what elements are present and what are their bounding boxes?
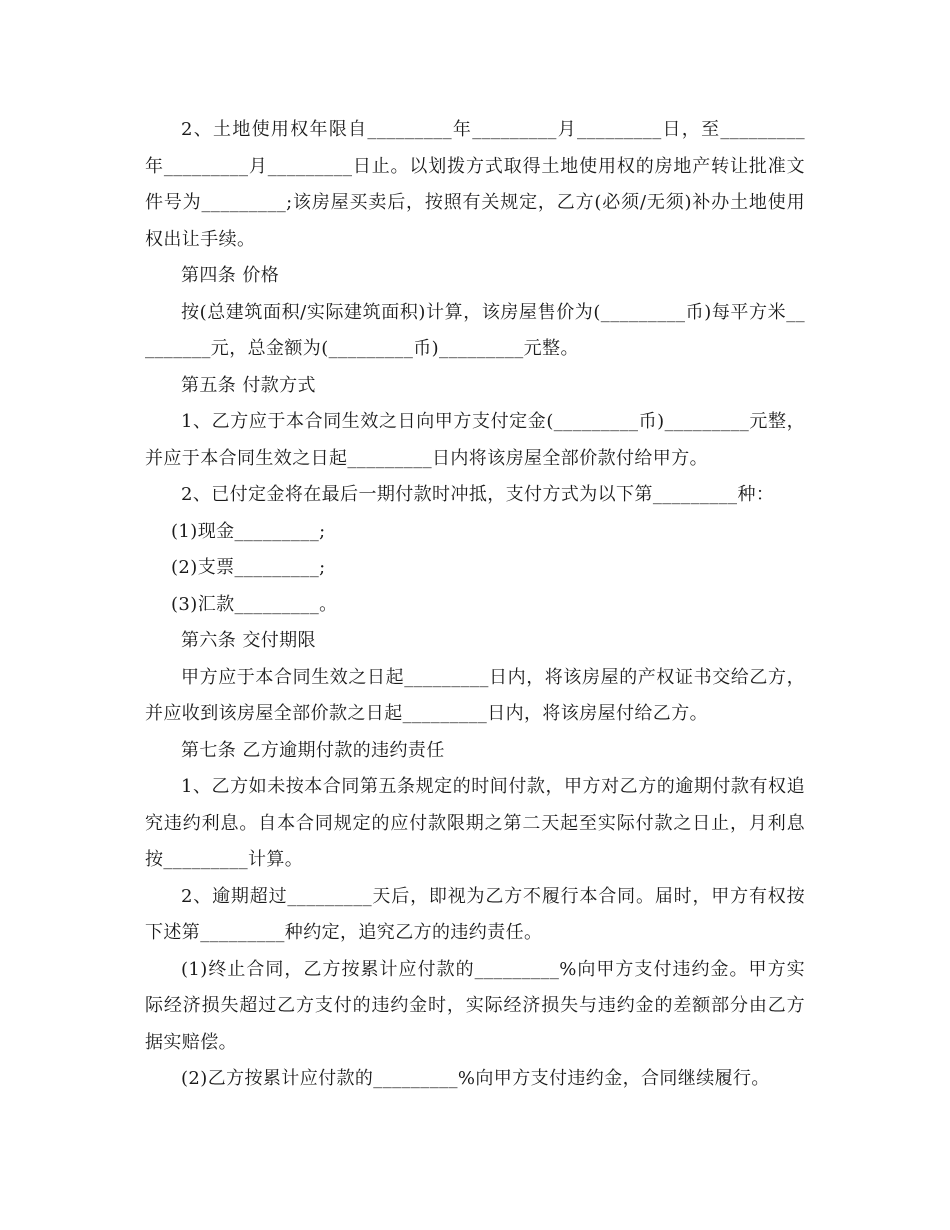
paragraph-land-use-term: 2、土地使用权年限自_________年_________月_________日，至_________年_________月_________日止。以划拨方式取得土地使用权的房地产转让批准文件号为_________;该房屋买卖后，按照有关规定，乙方(必须/无须)补办土地使用权出让手续。 [145, 119, 805, 250]
payment-option-check: (2)支票_________; [171, 557, 326, 578]
paragraph-late-interest: 1、乙方如未按本合同第五条规定的时间付款，甲方对乙方的逾期付款有权追究违约利息。自本合同规定的应付款限期之第二天起至实际付款之日止，月利息按_________计算。 [145, 776, 805, 870]
document-body [145, 112, 805, 1098]
paragraph-overdue: 2、逾期超过_________天后，即视为乙方不履行本合同。届时，甲方有权按下述第_________种约定，追究乙方的违约责任。 [145, 885, 805, 943]
paragraph-payment-method: 2、已付定金将在最后一期付款时冲抵，支付方式为以下第_________种： [181, 484, 775, 505]
paragraph-terminate-option: (1)终止合同，乙方按累计应付款的_________%向甲方支付违约金。甲方实际经济损失超过乙方支付的违约金时，实际经济损失与违约金的差额部分由乙方据实赔偿。 [145, 958, 805, 1053]
paragraph-price: 按(总建筑面积/实际建筑面积)计算，该房屋售价为(_________币)每平方米_________元，总金额为(_________币)_________元整。 [145, 301, 805, 359]
paragraph-continue-option: (2)乙方按累计应付款的_________%向甲方支付违约金，合同继续履行。 [181, 1068, 770, 1089]
section-heading-delivery: 第六条 交付期限 [181, 630, 316, 651]
section-heading-price: 第四条 价格 [181, 265, 280, 286]
section-heading-payment: 第五条 付款方式 [181, 374, 316, 396]
section-heading-late-payment: 第七条 乙方逾期付款的违约责任 [181, 739, 445, 761]
payment-option-cash: (1)现金_________; [171, 520, 326, 542]
paragraph-deposit: 1、乙方应于本合同生效之日向甲方支付定金(_________币)_________元整，并应于本合同生效之日起_________日内将该房屋全部价款付给甲方。 [145, 411, 805, 469]
payment-option-remittance: (3)汇款_________。 [171, 593, 338, 615]
paragraph-delivery: 甲方应于本合同生效之日起_________日内，将该房屋的产权证书交给乙方，并应收到该房屋全部价款之日起_________日内，将该房屋付给乙方。 [145, 666, 805, 724]
